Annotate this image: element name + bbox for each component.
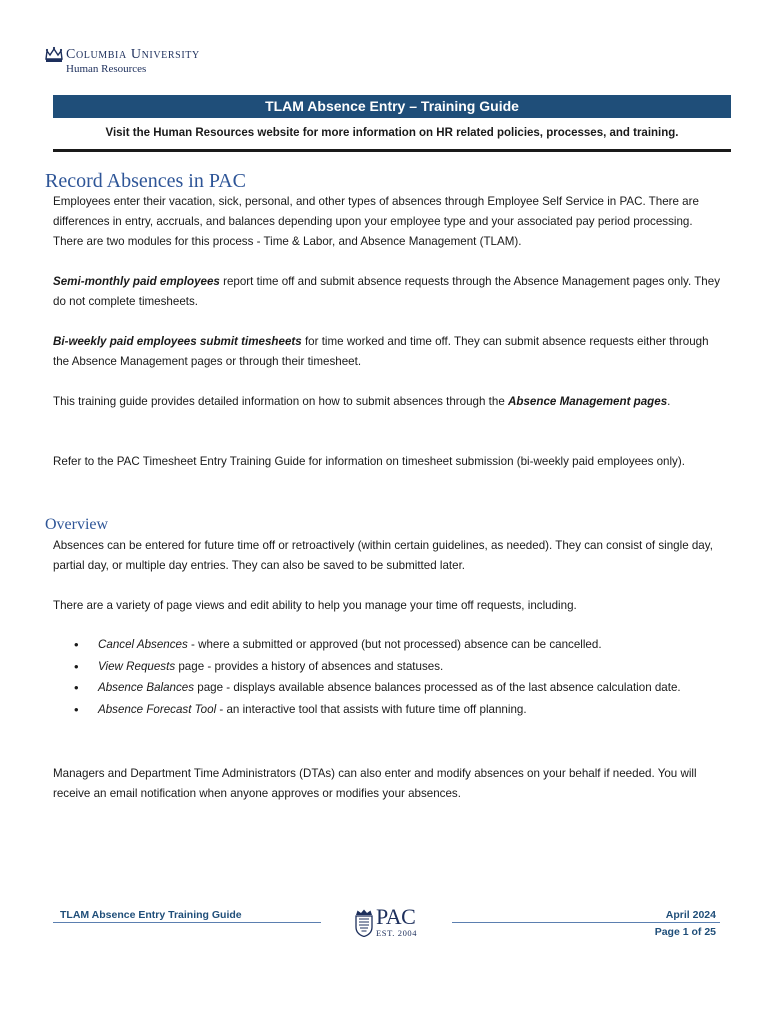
list-item [53,700,725,720]
list-item-title: Absence Balances [98,681,195,694]
bi-weekly-paragraph [53,332,725,372]
absence-management-emphasis: Absence Management pages [508,395,668,408]
list-item-text: - where a submitted or approved (but not processed) absence can be cancelled. [187,638,602,651]
list-item-text: - an interactive tool that assists with future time off planning. [216,702,527,716]
footer-guide-title: TLAM Absence Entry Training Guide [60,909,242,921]
bi-weekly-emphasis: Bi-weekly paid employees submit timesheets [53,335,302,348]
list-item [53,635,725,655]
hr-website-note: Visit the Human Resources website for more information on HR related policies, processes, and training. [105,127,679,139]
bullet-icon: • [74,658,79,674]
semi-monthly-text: report time off and submit absence requests through the Absence Management pages only. They do not complete timesheets. [53,275,721,308]
section-heading-overview: Overview [45,516,109,533]
list-item [53,678,725,698]
bi-weekly-text: for time worked and time off. They can submit absence requests either through the Absence Management pages or through their timesheet. [53,335,709,368]
university-name: Columbia University [66,47,200,62]
list-item-title: Cancel Absences [98,638,188,651]
section-heading-record-absences: Record Absences in PAC [45,170,246,192]
bullet-icon: • [74,701,79,717]
list-item-title: Absence Forecast Tool [98,702,217,716]
page-views-paragraph: There are a variety of page views and edit ability to help you manage your time off requests, including. [53,599,577,612]
list-item-text: page - displays available absence balances processed as of the last absence calculation date. [194,681,681,694]
training-guide-text: This training guide provides detailed information on how to submit absences through the [53,395,509,408]
pac-logo-established: EST. 2004 [376,928,418,938]
title-divider [53,149,731,152]
footer-date: April 2024 [665,909,716,921]
bullet-icon: • [74,637,79,652]
department-name: Human Resources [66,63,147,75]
footer-divider-right [452,922,720,923]
pac-logo [354,906,424,942]
training-guide-paragraph [53,392,725,412]
intro-paragraph: Employees enter their vacation, sick, personal, and other types of absences through Employee Self Service in PAC. There are differences in entry, accruals, and balances depending upon your employee type and your associated pay period processing. There are two modules for this process - Time & Labor, and Absence Management (TLAM). [53,195,699,248]
training-guide-end: . [667,395,671,408]
list-item-title: View Requests [98,659,176,673]
feature-list [53,635,725,721]
page-number: Page 1 of 25 [654,926,716,938]
timesheet-reference-paragraph: Refer to the PAC Timesheet Entry Training Guide for information on timesheet submission (bi-weekly paid employees only). [53,455,685,468]
semi-monthly-emphasis: Semi-monthly paid employees [53,275,220,288]
overview-paragraph: Absences can be entered for future time off or retroactively (within certain guidelines, as needed). They can consist of single day, partial day, or multiple day entries. They can also be saved to be submitted later. [53,539,713,572]
managers-paragraph: Managers and Department Time Administrators (DTAs) can also enter and modify absences on your behalf if needed. You will receive an email notification when anyone approves or modifies your absences. [53,767,697,800]
crown-icon [44,46,64,64]
semi-monthly-paragraph [53,272,725,312]
bullet-icon: • [74,680,79,695]
pac-logo-text: PAC [376,904,416,929]
document-title-bar: TLAM Absence Entry – Training Guide [53,95,731,118]
list-item-text: page - provides a history of absences and statuses. [175,659,444,673]
pac-logo-icon [354,909,374,937]
list-item [53,657,725,677]
footer-divider-left [53,922,321,923]
